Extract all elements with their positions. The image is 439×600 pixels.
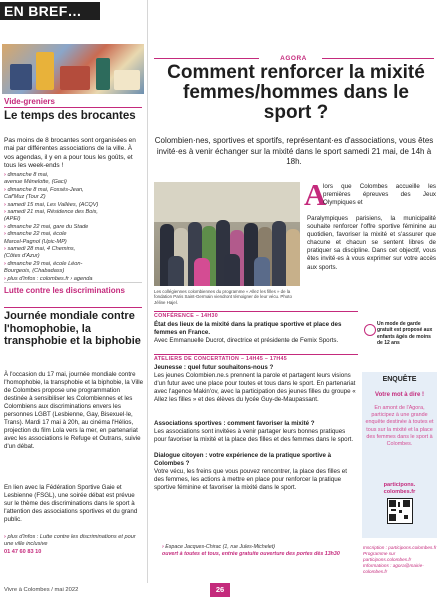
page-number: 26	[210, 583, 230, 597]
list-item: › samedi 28 mai, 4 Chemins, (Côtes d'Azur)	[4, 246, 76, 260]
brief-header-text: EN BREF…	[4, 3, 82, 19]
list-item: › dimanche 22 mai, gare du Stade	[4, 223, 89, 230]
brief-header	[0, 2, 100, 20]
brocante-photo	[2, 44, 144, 94]
article-body-first: lors que Colombes accueille les premières épreuves des Jeux Olympiques et	[323, 183, 436, 207]
conference-text: Avec Emmanuelle Ducrot, directrice et présidente de Femix Sports.	[154, 337, 339, 344]
atelier-jeunesse: Jeunesse : quel futur souhaitons-nous ? Les jeunes Colombien.ne.s prennent la parole et partagent leurs visions d'un futur avec une place pour toutes et tous dans le sport. En partenariat avec l'agence Makin'ov, avec la participation des jeunes filles du groupe « Allez les filles » et des élèves du lycée Guy-de-Maupassant.	[154, 364, 356, 403]
footer-magazine: Vivre à Colombes / mai 2022	[4, 587, 79, 593]
article-body: Paralympiques parisiens, la municipalité souhaite renforcer l'offre sportive féminine au quotidien, favoriser la mixité et s'assurer que chacune et chacun se sentent libres de pratiquer sa discipline. Dans cet objectif, vous êtes invité·es à vous exprimer sur votre accès aux sports.	[307, 215, 436, 271]
enquete-subtitle: Votre mot à dire !	[375, 392, 424, 398]
conference-header: CONFÉRENCE – 14H30	[154, 311, 358, 319]
conference-title: État des lieux de la mixité dans la pratique sportive et place des femmes en France.	[154, 321, 342, 336]
article-title: Comment renforcer la mixité femmes/hommes dans le sport ?	[167, 62, 425, 123]
atelier-dialogue: Dialogue citoyen : votre expérience de la pratique sportive à Colombes ? Votre vécu, les freins que vous pouvez rencontrer, la place des filles et des femmes, les actions à mettre en place pour renforcer la pratique sportive féminine et favoriser la mixité dans le sport.	[154, 452, 347, 491]
list-item: › dimanche 22 mai, école Marcel-Pagnol (Upic-MP)	[4, 231, 67, 245]
inscription-info[interactable]: Inscription : participons.colombes.fr Programme sur participons.colombes.fr Informations : agora@mairie-colombes.fr	[363, 545, 437, 574]
dropcap: A	[304, 177, 327, 212]
garde-note: Un mode de garde gratuit est proposé aux enfants âgés de moins de 12 ans	[377, 321, 433, 346]
list-item: › dimanche 8 mai, Fossés-Jean, Caf'Muz (Tour Z)	[4, 186, 84, 201]
vide-intro: Pas moins de 8 brocantes sont organisées en mai par différentes associations de la ville. À vos agendas, il y en a pour tous les goûts, et tous les week-ends !	[4, 137, 136, 170]
enquete-text: En amont de l'Agora, participez à une grande enquête destinée à toutes et tous sur la mixité et la place des femmes dans le sport à Colombes.	[365, 405, 434, 448]
list-item: › dimanche 8 mai, avenue Ménelotte, (Gaci)	[4, 172, 67, 186]
lutte-kicker: Lutte contre les discriminations	[4, 286, 125, 295]
divider	[4, 282, 142, 283]
article-photo	[154, 182, 300, 286]
agenda-link[interactable]: › plus d'infos : colombes.fr › agenda	[4, 275, 93, 282]
qr-code-icon[interactable]	[387, 498, 413, 524]
column-separator	[147, 0, 148, 583]
list-item: › samedi 15 mai, Les Vallées, (ACQV)	[4, 201, 99, 208]
list-item: › samedi 21 mai, Résidence des Bois, (APEI)	[4, 209, 98, 223]
enquete-title: ENQUÊTE	[382, 376, 417, 383]
ateliers-header: ATELIERS DE CONCERTATION – 14H45 – 17H45	[154, 354, 358, 362]
lutte-rule	[4, 307, 142, 308]
vide-list	[4, 172, 146, 283]
article-chapo: Colombien·nes, sportives et sportifs, représentant·es d'associations, vous êtes invité·es à venir échanger sur la mixité dans le sport samedi 21 mai, de 14h à 18h.	[154, 136, 434, 167]
lutte-paragraph-2: En lien avec la Fédération Sportive Gaie et Lesbienne (FSGL), une soirée débat est prévue sur le thème des discriminations dans le sport à l'attention des associations sportives et du grand public.	[4, 484, 138, 523]
vide-rule	[4, 107, 142, 108]
list-item: › dimanche 29 mai, école Léon- Bourgeois, (Chabadass)	[4, 260, 83, 275]
vide-kicker: Vide-greniers	[4, 97, 55, 106]
vide-title: Le temps des brocantes	[4, 110, 136, 122]
lutte-title: Journée mondiale contre l'homophobie, la transphobie et la biphobie	[4, 310, 141, 348]
lutte-paragraph-1: À l'occasion du 17 mai, journée mondiale contre l'homophobie, la transphobie et la biphobie, la Ville de Colombes propose une programmation destinée à sensibiliser les Colombiennes et les Colombiens aux discriminations envers les personnes LGBT (Lesbienne, Gay, Bisexuel·le, Trans). Mardi 17 mai à 20h, au cinéma l'Hélios, projection du film Lola vers la mer, en partenariat avec les associations le Refuge et Outrans, suivie d'un débat.	[4, 371, 144, 450]
lutte-info[interactable]: › plus d'infos : Lutte contre les discriminations et pour une ville inclusive 01 47 60 83 10	[4, 534, 136, 555]
section-label: AGORA	[280, 55, 307, 62]
event-location: › Espace Jacques-Chirac (1, rue Jules-Michelet) ouvert à toutes et tous, entrée gratuite ouverture des portes dès 13h30	[162, 544, 340, 557]
enquete-link[interactable]: participons. colombes.fr	[383, 482, 416, 495]
atelier-associations: Associations sportives : comment favoriser la mixité ? Les associations sont invitées à venir partager leurs bonnes pratiques pour favoriser la mixité et la place des filles et des femmes dans le sport.	[154, 420, 354, 443]
photo-caption: Les collégiennes colombiennes du programme « Allez les filles » de la fondation Paris Saint-Germain viendront témoigner de leur vécu. Photo Jéline Hajel.	[154, 289, 292, 305]
